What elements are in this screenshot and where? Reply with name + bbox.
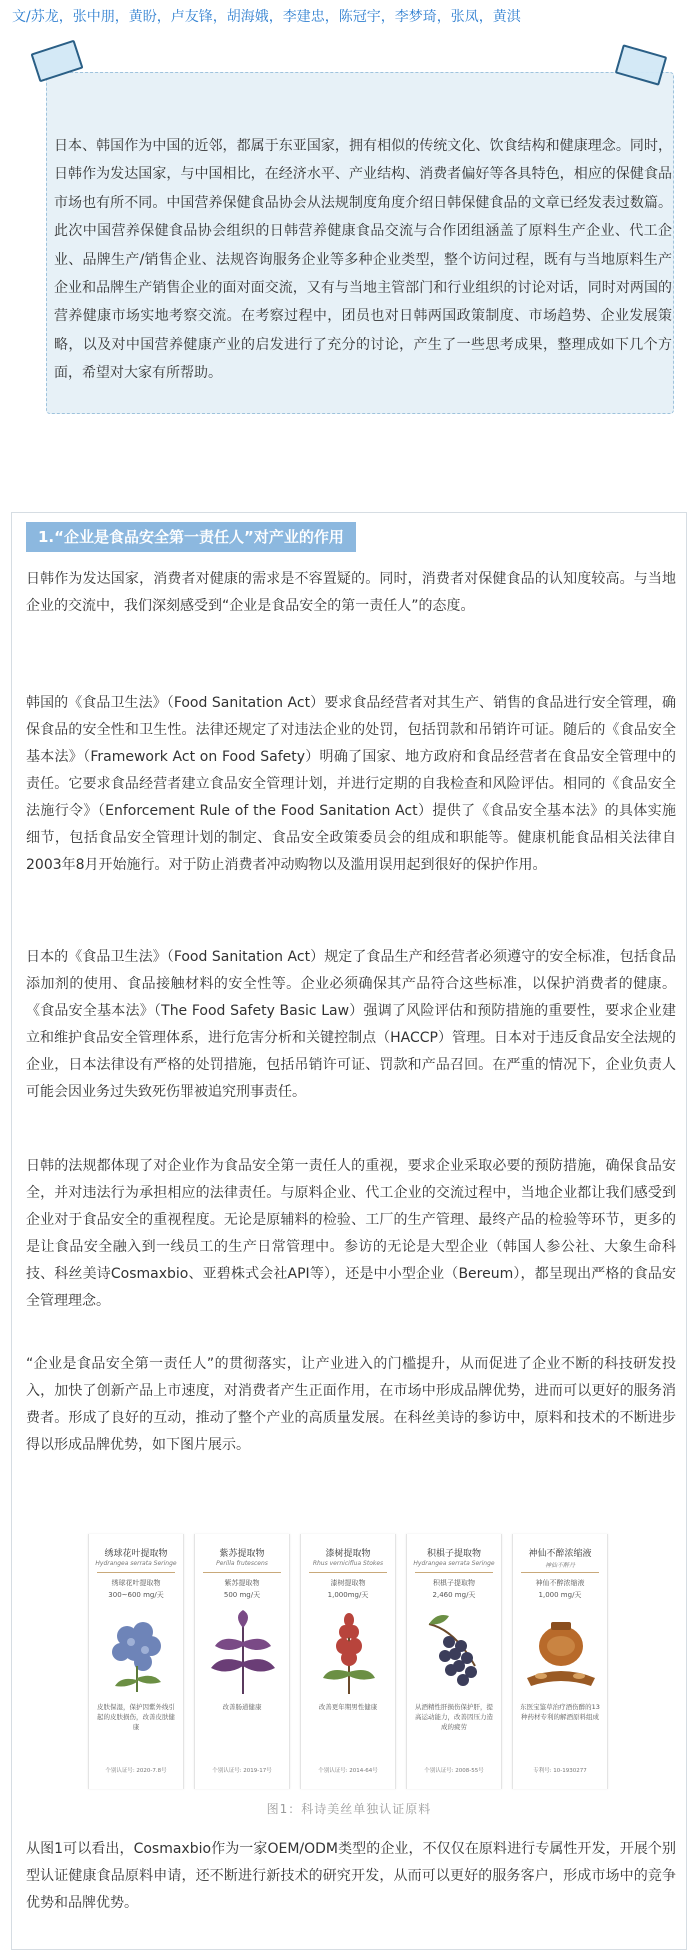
card-description: 从酒精性肝损伤保护肝，提高运动能力，改善因压力造成的疲劳 <box>415 1703 493 1731</box>
card-latin-name: Hydrangea serrata Seringe <box>95 1560 177 1567</box>
herbal-jar-illustration-icon <box>521 1606 601 1696</box>
card-cert-number: 个别认证号: 2014-64号 <box>318 1768 378 1774</box>
card-ingredient-name: 积椇子提取物 <box>433 1579 475 1587</box>
closing-paragraph: 从图1可以看出，Cosmaxbio作为一家OEM/ODM类型的企业，不仅仅在原料进行专属性开发，开展个别型认证健康食品原料申请，还不断进行新技术的研究开发，从而可以更好的服务客户，形成市场中的竞争优势和品牌优势。 <box>26 1841 676 1911</box>
card-description: 改善更年期男性健康 <box>318 1703 378 1711</box>
card-dose: 1,000mg/天 <box>327 1591 369 1599</box>
berry-illustration-icon <box>415 1606 495 1696</box>
card-ingredient-name: 神仙不醉浓缩液 <box>535 1579 585 1587</box>
paragraph-4: 日韩的法规都体现了对企业作为食品安全第一责任人的重视，要求企业采取必要的预防措施，确保食品安全，并对违法行为承担相应的法律责任。与原料企业、代工企业的交流过程中，当地企业都让我们感受到企业对于食品安全的重视程度。无论是原辅料的检验、工厂的生产管理、最终产品的检验等环节，更多的是让食品安全融入到一线员工的生产日常管理中。参访的无论是大型企业（韩国人参公社、大象生命科技、科丝美诗Cosmaxbio、亚碧株式会社API等），还是中小型企业（Bereum），都呈现出严格的食品安全管理理念。 <box>26 1158 676 1309</box>
paragraph-2: 韩国的《食品卫生法》（Food Sanitation Act）要求食品经营者对其生产、销售的食品进行安全管理，确保食品的安全性和卫生性。法律还规定了对违法企业的处罚，包括罚款和吊销许可证。随后的《食品安全基本法》（Framework Act on Food Safety）明确了国家、地方政府和食品经营者在食品安全管理中的责任。它要求食品经营者建立食品安全管理计划，并进行定期的自我检查和风险评估。相同的《食品安全法施行令》（Enforcement Rule of the Food Sanitation Act）提供了《食品安全基本法》的具体实施细节，包括食品安全管理计划的制定、食品安全政策委员会的组成和职能等。健康机能食品相关法律自2003年8月开始施行。对于防止消费者冲动购物以及滥用误用起到很好的保护作用。 <box>26 695 676 873</box>
card-divider <box>415 1572 493 1573</box>
card-divider <box>309 1572 387 1573</box>
card-title: 绣球花叶提取物 <box>104 1549 168 1559</box>
card-latin-name: 神仙不醉丹 <box>544 1562 575 1569</box>
card-divider <box>97 1572 175 1573</box>
card-dose: 1,000 mg/天 <box>538 1591 582 1599</box>
card-cert-number: 个别认证号: 2008-55号 <box>424 1768 484 1774</box>
card-title: 积椇子提取物 <box>426 1549 481 1559</box>
card-dose: 2,460 mg/天 <box>432 1591 476 1599</box>
card-title: 神仙不醉浓缩液 <box>528 1549 592 1559</box>
ingredient-card <box>406 1534 502 1789</box>
paragraph-1: 日韩作为发达国家，消费者对健康的需求是不容置疑的。同时，消费者对保健食品的认知度较高。与当地企业的交流中，我们深刻感受到“企业是食品安全的第一责任人”的态度。 <box>26 571 676 614</box>
card-description: 改善肠道健康 <box>222 1703 262 1711</box>
card-divider <box>203 1572 281 1573</box>
card-cert-number: 个别认证号: 2019-17号 <box>212 1768 272 1774</box>
ingredient-card <box>512 1534 608 1789</box>
card-dose: 500 mg/天 <box>223 1591 261 1599</box>
card-ingredient-name: 紫苏提取物 <box>224 1579 260 1587</box>
ingredient-card <box>300 1534 396 1789</box>
card-title: 紫苏提取物 <box>219 1549 265 1559</box>
ingredient-card <box>88 1534 184 1789</box>
ingredient-figure <box>88 1534 608 1789</box>
perilla-illustration-icon <box>203 1606 283 1696</box>
card-dose: 300~600 mg/天 <box>108 1591 164 1599</box>
card-title: 漆树提取物 <box>325 1549 371 1559</box>
paragraph-5: “企业是食品安全第一责任人”的贯彻落实，让产业进入的门槛提升，从而促进了企业不断的科技研发投入，加快了创新产品上市速度，对消费者产生正面作用，在市场中形成品牌优势，进而可以更好的服务消费者。形成了良好的互动，推动了整个产业的高质量发展。在科丝美诗的参访中，原料和技术的不断进步得以形成品牌优势，如下图片展示。 <box>26 1356 676 1453</box>
card-ingredient-name: 绣球花叶提取物 <box>111 1579 161 1587</box>
card-ingredient-name: 漆树提取物 <box>330 1579 366 1587</box>
card-cert-number: 专利号: 10-1930277 <box>533 1768 587 1774</box>
intro-paragraph: 日本、韩国作为中国的近邻，都属于东亚国家，拥有相似的传统文化、饮食结构和健康理念。同时，日韩作为发达国家，与中国相比，在经济水平、产业结构、消费者偏好等各具特色，相应的保健食品市场也有所不同。中国营养保健食品协会从法规制度角度介绍日韩保健食品的文章已经发表过数篇。此次中国营养保健食品协会组织的日韩营养健康食品交流与合作团组涵盖了原料生产企业、代工企业、品牌生产/销售企业、法规咨询服务企业等多种企业类型，整个访问过程，既有与当地原料生产企业和品牌生产销售企业的面对面交流，又有与当地主管部门和行业组织的讨论对话，同时对两国的营养健康市场实地考察交流。在考察过程中，团员也对日韩两国政策制度、市场趋势、企业发展策略，以及对中国营养健康产业的启发进行了充分的讨论，产生了一些思考成果，整理成如下几个方面，希望对大家有所帮助。 <box>54 138 672 382</box>
card-latin-name: Rhus verniciflua Stokes <box>312 1560 384 1567</box>
card-description: 皮肤保湿，保护因紫外线引起的皮肤损伤，改善皮肤健康 <box>97 1703 175 1731</box>
author-byline: 文/苏龙，张中朋，黄盼，卢友锋，胡海娥，李建忠，陈冠宇，李梦琦，张凤，黄淇 <box>12 9 521 25</box>
card-cert-number: 个别认证号: 2020-7.8号 <box>105 1768 167 1774</box>
card-divider <box>521 1572 599 1573</box>
ingredient-card <box>194 1534 290 1789</box>
card-description: 东医宝鉴草治疗酒伤醉的13种药材专利的解酒原料组成 <box>520 1703 600 1721</box>
sumac-illustration-icon <box>309 1606 389 1696</box>
hydrangea-illustration-icon <box>97 1606 177 1696</box>
paragraph-3: 日本的《食品卫生法》（Food Sanitation Act）规定了食品生产和经营者必须遵守的安全标准，包括食品添加剂的使用、食品接触材料的安全性等。企业必须确保其产品符合这些标准，以保护消费者的健康。《食品安全基本法》（The Food Safety Basic Law）强调了风险评估和预防措施的重要性，要求企业建立和维护食品安全管理体系，进行危害分析和关键控制点（HACCP）管理。日本对于违反食品安全法规的企业，日本法律设有严格的处罚措施，包括吊销许可证、罚款和产品召回。在严重的情况下，企业负责人可能会因业务过失致死伤罪被追究刑事责任。 <box>26 949 676 1100</box>
card-latin-name: Perilla frutescens <box>216 1560 268 1567</box>
card-latin-name: Hydrangea serrata Seringe <box>413 1560 495 1567</box>
figure-caption: 图1：科诗美丝单独认证原料 <box>266 1802 432 1816</box>
section-heading: 1.“企业是食品安全第一责任人”对产业的作用 <box>26 522 356 552</box>
